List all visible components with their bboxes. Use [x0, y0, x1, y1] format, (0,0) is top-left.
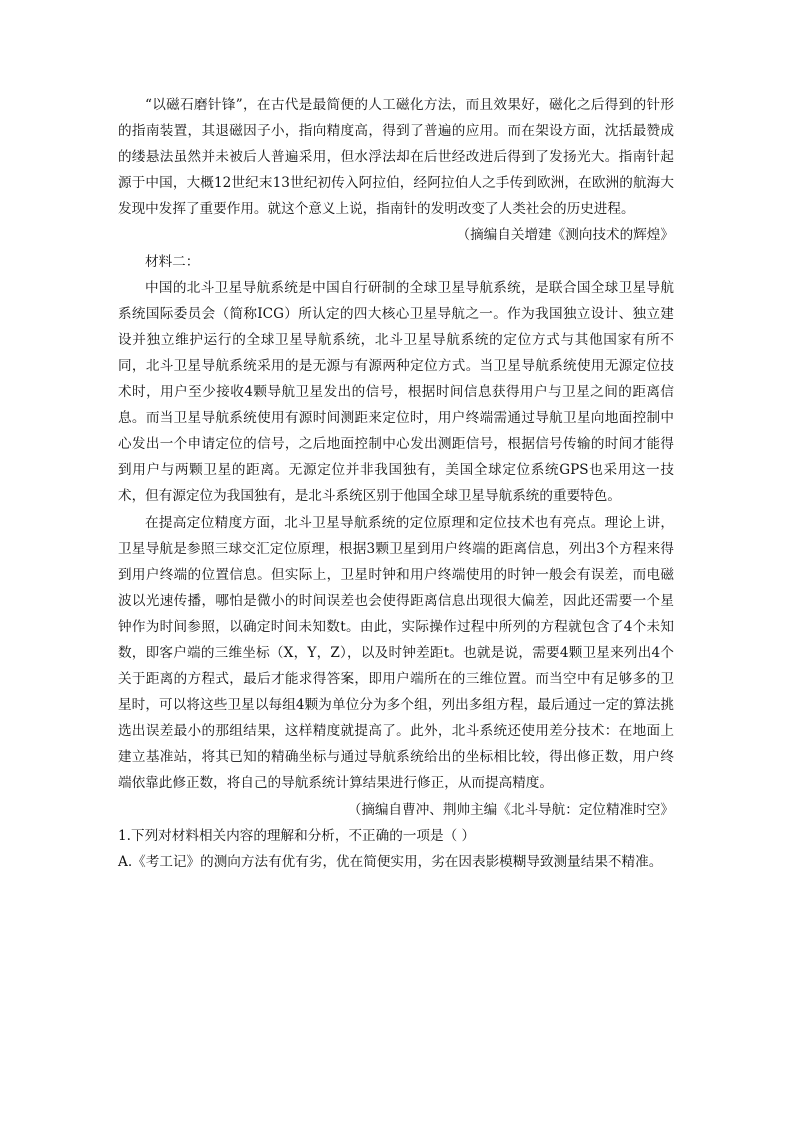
- material-two-label: 材料二：: [145, 253, 200, 270]
- source-citation-1: （摘编自关增建《测向技术的辉煌》: [456, 227, 674, 244]
- paragraph-beidou-intro: 中国的北斗卫星导航系统是中国自行研制的全球卫星导航系统，是联合国全球卫星导航系统国际委员会（简称ICG）所认定的四大核心卫星导航之一。作为我国独立设计、独立建设并独立维护运行的全球卫星导航系统，北斗卫星导航系统的定位方式与其他国家有所不同，北斗卫星导航系统采用的是无源与有源两种定位方式。当卫星导航系统使用无源定位技术时，用户至少接收4颗导航卫星发出的信号，根据时间信息获得用户与卫星之间的距离信息。而当卫星导航系统使用有源时间测距来定位时，用户终端需通过导航卫星向地面控制中心发出一个申请定位的信号，之后地面控制中心发出测距信号，根据信号传输的时间才能得到用户与两颗卫星的距离。无源定位并非我国独有，美国全球定位系统GPS也采用这一技术，但有源定位为我国独有，是北斗系统区别于他国全球卫星导航系统的重要特色。: [118, 279, 674, 505]
- source-citation-2: （摘编自曹冲、荆帅主编《北斗导航：定位精准时空》: [347, 801, 674, 818]
- paragraph-beidou-precision: 在提高定位精度方面，北斗卫星导航系统的定位原理和定位技术也有亮点。理论上讲，卫星导航是参照三球交汇定位原理，根据3颗卫星到用户终端的距离信息，列出3个方程来得到用户终端的位置信息。但实际上，卫星时钟和用户终端使用的时钟一般会有误差，而电磁波以光速传播，哪怕是微小的时间误差也会使得距离信息出现很大偏差，因此还需要一个星钟作为时间参照，以确定时间未知数t。由此，实际操作过程中所列的方程就包含了4个未知数，即客户端的三维坐标（X，Y，Z），以及时钟差距t。也就是说，需要4颗卫星来列出4个关于距离的方程式，最后才能求得答案，即用户端所在的三维位置。而当空中有足够多的卫星时，可以将这些卫星以每组4颗为单位分为多个组，列出多组方程，最后通过一定的算法挑选出误差最小的那组结果，这样精度就提高了。此外，北斗系统还使用差分技术：在地面上建立基准站，将其已知的精确坐标与通过导航系统给出的坐标相比较，得出修正数，用户终端依靠此修正数，将自己的导航系统计算结果进行修正，从而提高精度。: [118, 514, 674, 792]
- paragraph-compass: “以磁石磨针锋”，在古代是最简便的人工磁化方法，而且效果好，磁化之后得到的针形的指南装置，其退磁因子小，指向精度高，得到了普遍的应用。而在架设方面，沈括最赞成的缕悬法虽然并未被后人普遍采用，但水浮法却在后世经改进后得到了发扬光大。指南针起源于中国，大概12世纪末13世纪初传入阿拉伯，经阿拉伯人之手传到欧洲，在欧洲的航海大发现中发挥了重要作用。就这个意义上说，指南针的发明改变了人类社会的历史进程。: [118, 97, 674, 218]
- question-option-a: A.《考工记》的测向方法有优有劣，优在简便实用，劣在因表影模糊导致测量结果不精准。: [118, 853, 663, 870]
- document-page: [118, 92, 674, 875]
- question-stem: 1.下列对材料相关内容的理解和分析，不正确的一项是（ ）: [118, 827, 476, 844]
